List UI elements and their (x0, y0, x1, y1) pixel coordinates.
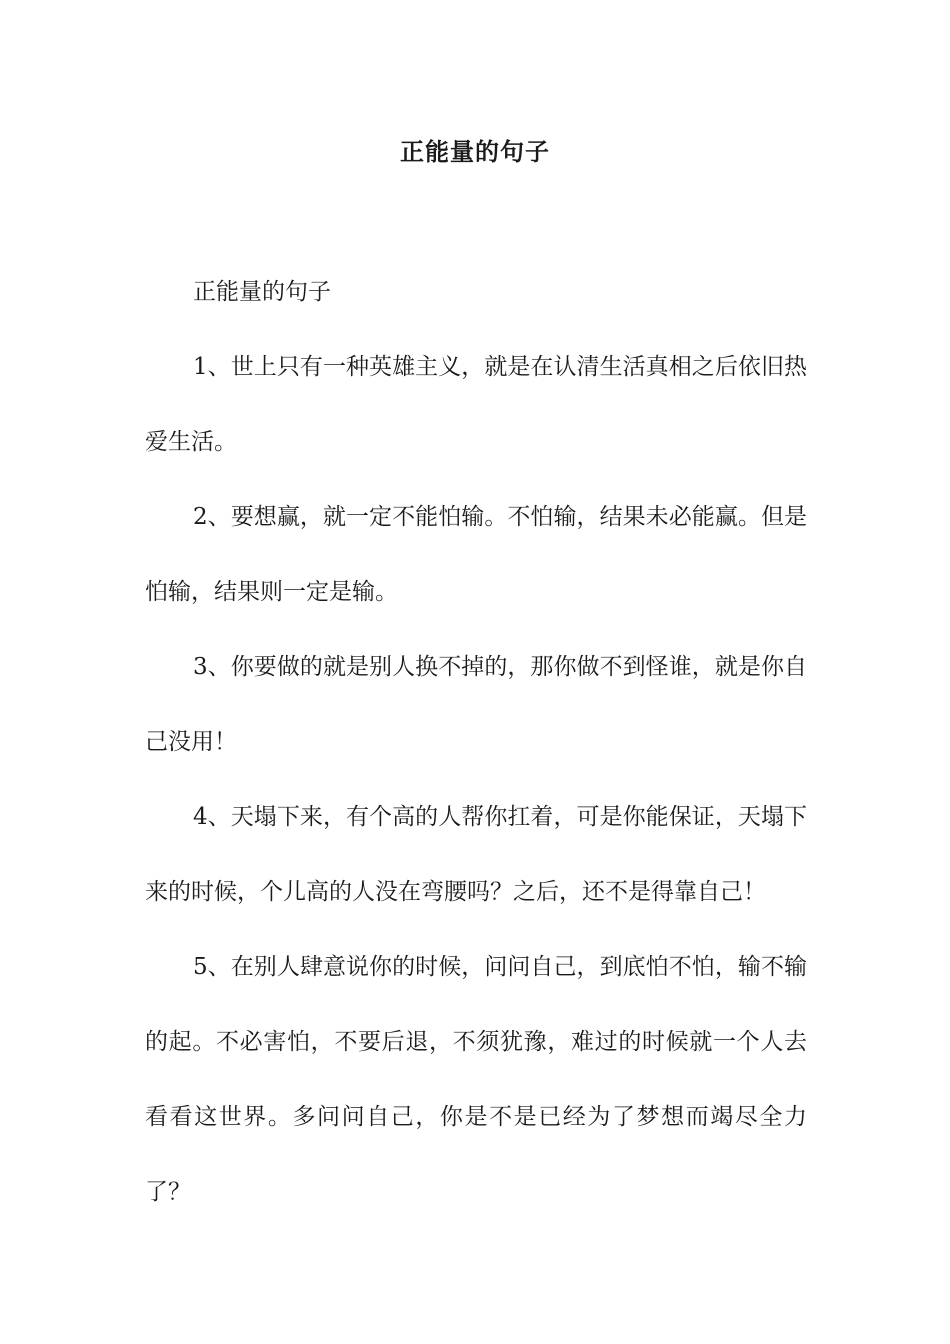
paragraph-1: 1、世上只有一种英雄主义，就是在认清生活真相之后依旧热爱生活。 (145, 354, 807, 455)
section-heading: 正能量的句子 (193, 279, 331, 305)
paragraph-3: 3、你要做的就是别人换不掉的，那你做不到怪谁，就是你自己没用！ (145, 654, 807, 755)
paragraph-4: 4、天塌下来，有个高的人帮你扛着，可是你能保证，天塌下来的时候，个儿高的人没在弯腰吗？之后，还不是得靠自己！ (145, 804, 807, 905)
paragraph-2: 2、要想赢，就一定不能怕输。不怕输，结果未必能赢。但是怕输，结果则一定是输。 (145, 504, 807, 605)
document-body (145, 255, 807, 1230)
document-title: 正能量的句子 (400, 138, 550, 166)
paragraph-5: 5、在别人肆意说你的时候，问问自己，到底怕不怕，输不输的起。不必害怕，不要后退，不须犹豫，难过的时候就一个人去看看这世界。多问问自己，你是不是已经为了梦想而竭尽全力了？ (145, 954, 807, 1205)
